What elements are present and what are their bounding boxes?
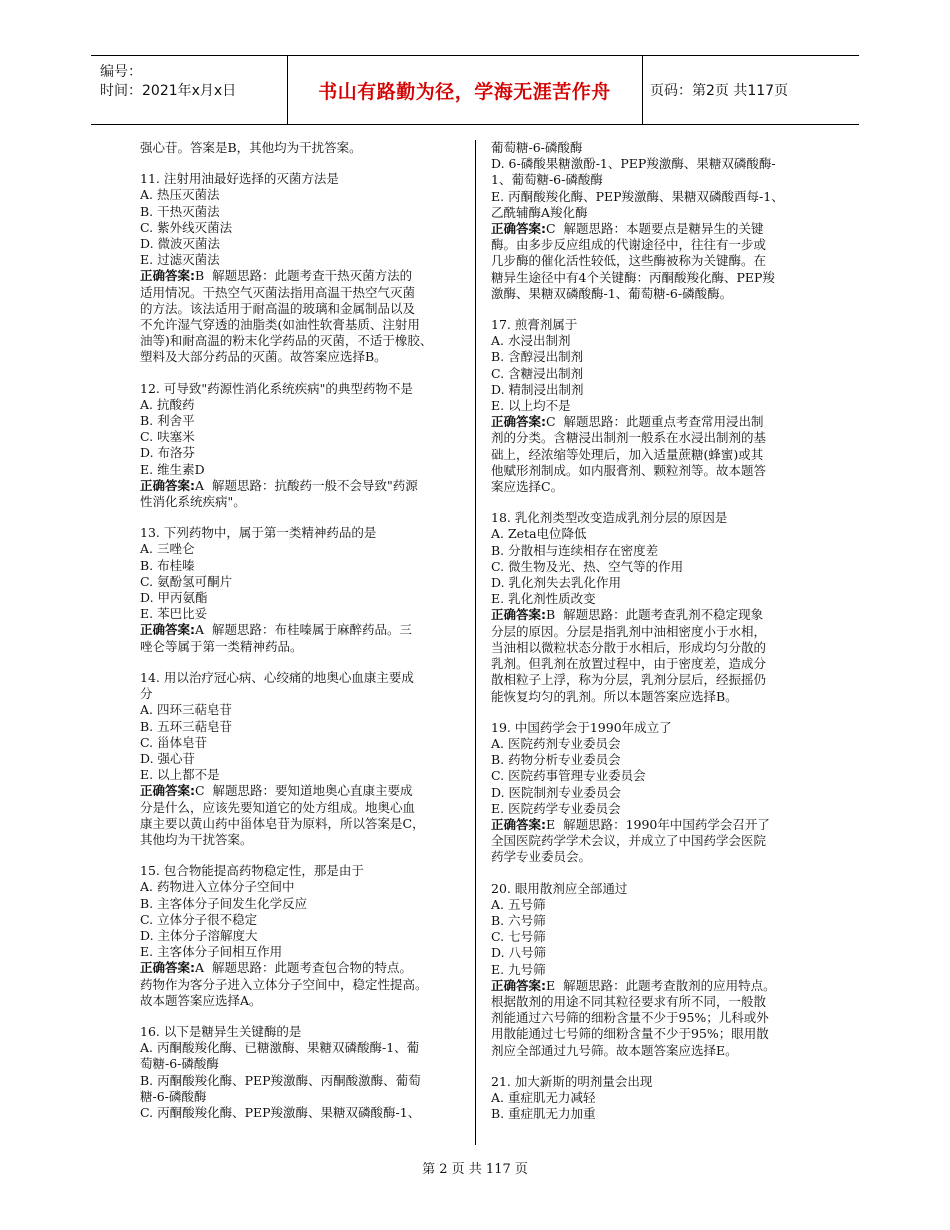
text-line — [140, 140, 465, 156]
header-motto: 书山有路勤为径，学海无涯苦作舟 — [318, 80, 611, 103]
line-text: 康主要以黄山药中甾体皂苷为原料，所以答案是C， — [140, 815, 425, 831]
line-text: A. 五号筛 — [491, 896, 546, 912]
text-line — [140, 993, 465, 1009]
text-line — [491, 172, 817, 188]
text-line — [140, 639, 465, 655]
text-line — [140, 928, 465, 944]
line-text: 萄糖-6-磷酸酶 — [140, 1056, 219, 1072]
line-text: E 解题思路：此题考查散剂的应用特点。 — [546, 977, 776, 993]
line-text: 当油相以微粒状态分散于水相后，形成均匀分散的 — [491, 639, 767, 655]
line-text: D. 医院制剂专业委员会 — [491, 784, 622, 800]
text-line — [140, 702, 465, 718]
line-text: 的方法。该法适用于耐高温的玻璃和金属制品以及 — [140, 300, 416, 316]
line-text: D. 微波灭菌法 — [140, 236, 221, 252]
line-text: 能恢复均匀的乳剂。所以本题答案应选择B。 — [491, 688, 738, 704]
text-line — [140, 751, 465, 767]
line-text: D. 乳化剂失去乳化作用 — [491, 575, 622, 591]
footer-page-number: 第 2 页 共 117 页 — [422, 1162, 528, 1177]
line-text: B. 重症肌无力加重 — [491, 1106, 596, 1122]
line-text: 强心苷。答案是B，其他均为干扰答案。 — [140, 140, 362, 155]
line-text: 药物作为客分子进入立体分子空间中，稳定性提高。 — [140, 976, 428, 992]
line-text: 其他均为干扰答案。 — [140, 831, 253, 847]
text-line — [491, 720, 817, 736]
line-text: A. 丙酮酸羧化酶、已糖激酶、果糖双磷酸酶-1、葡 — [140, 1040, 420, 1056]
text-line — [491, 785, 817, 801]
line-text: 案应选择C。 — [491, 479, 564, 495]
text-line — [140, 863, 465, 879]
text-line — [491, 801, 817, 817]
text-line — [491, 366, 817, 382]
text-line — [491, 205, 817, 221]
line-text: D. 6-磷酸果糖激酚-1、PEP羧激酶、果糖双磷酸酶- — [491, 156, 776, 172]
line-text: 18. 乳化剂类型改变造成乳剂分层的原因是 — [491, 510, 728, 526]
text-line — [491, 978, 817, 994]
text-line — [491, 624, 817, 640]
line-text: 19. 中国药学会于1990年成立了 — [491, 719, 672, 735]
text-line — [491, 881, 817, 897]
line-text: A 解题思路：抗酸药一般不会导致"药源 — [195, 477, 418, 493]
line-text: E. 九号筛 — [491, 961, 546, 977]
line-text: 11. 注射用油最好选择的灭菌方法是 — [140, 171, 339, 187]
header-page-cell — [642, 56, 859, 124]
text-line — [491, 479, 817, 495]
line-text: B. 药物分析专业委员会 — [491, 752, 621, 768]
text-line — [140, 896, 465, 912]
line-text: D. 强心苷 — [140, 750, 196, 766]
line-text: 唑仑等属于第一类精神药品。 — [140, 638, 303, 654]
line-text: 14. 用以治疗冠心病、心绞痛的地奥心血康主要成 — [140, 669, 414, 685]
text-line — [140, 252, 465, 268]
line-text: 几步酶的催化活性较低，这些酶被称为关键酶。在 — [491, 253, 767, 269]
line-text: A. 四环三萜皂苷 — [140, 702, 232, 718]
text-line — [140, 494, 465, 510]
line-text: 21. 加大新斯的明剂量会出现 — [491, 1073, 653, 1089]
text-line — [140, 187, 465, 203]
text-line — [140, 525, 465, 541]
line-text: 分是什么，应该先要知道它的处方组成。地奥心血 — [140, 799, 416, 815]
text-line — [491, 913, 817, 929]
text-line — [491, 286, 817, 302]
text-line — [491, 672, 817, 688]
line-text: 适用情况。干热空气灭菌法指用高温干热空气灭菌 — [140, 284, 416, 300]
line-text: B. 六号筛 — [491, 912, 546, 928]
line-text: D. 精制浸出制剂 — [491, 381, 584, 397]
paragraph-gap — [491, 705, 817, 720]
text-line — [491, 736, 817, 752]
line-text: 剂应全部通过九号筛。故本题答案应选择E。 — [491, 1042, 738, 1058]
text-line — [491, 382, 817, 398]
text-line — [491, 398, 817, 414]
line-text: C. 七号筛 — [491, 929, 546, 945]
answer-label: 正确答案: — [140, 783, 195, 799]
line-text: E. 主客体分子间相互作用 — [140, 944, 283, 960]
text-line — [491, 1026, 817, 1042]
line-text: 全国医院药学学术会议，并成立了中国药学会医院 — [491, 833, 767, 849]
line-text: B. 五环三萜皂苷 — [140, 718, 233, 734]
text-line — [140, 413, 465, 429]
text-line — [491, 189, 817, 205]
line-text: E. 以上均不是 — [491, 398, 571, 414]
text-line — [140, 767, 465, 783]
line-text: B. 利舍平 — [140, 413, 195, 429]
text-line — [140, 622, 465, 638]
answer-label: 正确答案: — [140, 622, 195, 638]
line-text: B. 布桂嗪 — [140, 557, 195, 573]
paragraph-gap — [140, 1009, 465, 1024]
line-text: 糖-6-磷酸酶 — [140, 1088, 207, 1104]
line-text: A. 重症肌无力减轻 — [491, 1089, 596, 1105]
line-text: 剂能通过六号筛的细粉含量不少于95%；儿科或外 — [491, 1010, 769, 1026]
line-text: 他赋形剂制成。如内服膏剂、颗粒剂等。故本题答 — [491, 462, 767, 478]
header-meta — [91, 56, 288, 124]
paragraph-gap — [140, 510, 465, 525]
text-line — [140, 1105, 465, 1121]
text-line — [140, 1040, 465, 1056]
text-line — [140, 268, 465, 284]
text-line — [140, 236, 465, 252]
text-line — [140, 397, 465, 413]
line-text: A 解题思路：此题考查包合物的特点。 — [195, 960, 412, 976]
line-text: 剂的分类。含糖浸出制剂一般系在水浸出制剂的基 — [491, 430, 767, 446]
text-line — [140, 445, 465, 461]
line-text: 用散能通过七号筛的细粉含量不少于95%；眼用散 — [491, 1026, 769, 1042]
text-line — [491, 817, 817, 833]
line-text: B. 丙酮酸羧化酶、PEP羧激酶、丙酮酸激酶、葡萄 — [140, 1072, 421, 1088]
text-line — [140, 879, 465, 895]
paragraph-gap — [140, 655, 465, 670]
line-text: C 解题思路：此题重点考查常用浸出制 — [546, 414, 764, 430]
text-line — [140, 1024, 465, 1040]
document-time-label: 时间：2021年x月x日 — [100, 83, 237, 99]
text-line — [140, 285, 465, 301]
text-line — [491, 1043, 817, 1059]
text-line — [491, 414, 817, 430]
line-text: 药学专业委员会。 — [491, 849, 592, 865]
line-text: 根据散剂的用途不同其粒径要求有所不同，一般散 — [491, 993, 767, 1009]
answer-label: 正确答案: — [491, 977, 546, 993]
text-line — [140, 317, 465, 333]
line-text: C. 含糖浸出制剂 — [491, 365, 584, 381]
line-text: 故本题答案应选择A。 — [140, 992, 262, 1008]
text-line — [140, 171, 465, 187]
text-line — [491, 1090, 817, 1106]
right-column — [491, 140, 817, 1122]
text-line — [140, 977, 465, 993]
line-text: 葡萄糖-6-磷酸酶 — [491, 140, 583, 155]
paragraph-gap — [491, 302, 817, 317]
line-text: 15. 包合物能提高药物稳定性，那是由于 — [140, 863, 364, 879]
page-header — [91, 55, 859, 125]
line-text: A. 三唑仑 — [140, 541, 195, 557]
line-text: 分层的原因。分层是指乳剂中油相密度小于水相， — [491, 623, 767, 639]
line-text: C. 甾体皂苷 — [140, 734, 208, 750]
text-line — [491, 897, 817, 913]
line-text: E 解题思路：1990年中国药学会召开了 — [546, 816, 770, 832]
text-line — [140, 944, 465, 960]
paragraph-gap — [140, 366, 465, 381]
text-line — [140, 462, 465, 478]
header-motto-cell — [287, 56, 643, 124]
text-line — [140, 590, 465, 606]
line-text: E. 维生素D — [140, 461, 205, 477]
text-line — [491, 768, 817, 784]
line-text: 乙酰辅酶A羧化酶 — [491, 204, 588, 220]
line-text: A. 抗酸药 — [140, 396, 195, 412]
paragraph-gap — [491, 1059, 817, 1074]
text-line — [491, 140, 817, 156]
line-text: 13. 下列药物中，属于第一类精神药品的是 — [140, 525, 377, 541]
line-text: E. 丙酮酸羧化酶、PEP羧激酶、果糖双磷酸酉每-1、 — [491, 188, 784, 204]
text-line — [491, 994, 817, 1010]
text-line — [491, 526, 817, 542]
line-text: C. 紫外线灭菌法 — [140, 219, 233, 235]
text-line — [140, 381, 465, 397]
line-text: B 解题思路：此题考查乳剂不稳定现象 — [546, 607, 764, 623]
line-text: 17. 煎膏剂属于 — [491, 317, 578, 333]
line-text: 性消化系统疾病"。 — [140, 494, 246, 510]
answer-label: 正确答案: — [140, 268, 195, 284]
line-text: B. 分散相与连续相存在密度差 — [491, 542, 659, 558]
line-text: E. 医院药学专业委员会 — [491, 800, 621, 816]
text-line — [140, 735, 465, 751]
text-line — [491, 447, 817, 463]
text-line — [491, 833, 817, 849]
text-line — [491, 929, 817, 945]
line-text: 酶。由多步反应组成的代谢途径中，往往有一步或 — [491, 237, 767, 253]
page-footer — [0, 1158, 950, 1177]
text-line — [491, 575, 817, 591]
text-line — [140, 220, 465, 236]
line-text: D. 甲丙氨酯 — [140, 590, 208, 606]
line-text: E. 以上都不是 — [140, 767, 220, 783]
line-text: B. 含醇浸出制剂 — [491, 349, 584, 365]
text-line — [491, 849, 817, 865]
line-text: C 解题思路：要知道地奥心直康主要成 — [195, 783, 413, 799]
text-line — [140, 204, 465, 220]
line-text: 糖异生途径中有4个关键酶：丙酮酸羧化酶、PEP羧 — [491, 269, 775, 285]
line-text: 16. 以下是糖异生关键酶的是 — [140, 1023, 302, 1039]
line-text: A. 医院药剂专业委员会 — [491, 735, 621, 751]
text-line — [491, 543, 817, 559]
line-text: C. 呋塞米 — [140, 429, 195, 445]
text-line — [140, 301, 465, 317]
line-text: C. 丙酮酸羧化酶、PEP羧激酶、果糖双磷酸酶-1、 — [140, 1104, 421, 1120]
text-line — [491, 349, 817, 365]
paragraph-gap — [140, 156, 465, 171]
line-text: A 解题思路：布桂嗪属于麻醉药品。三 — [195, 622, 412, 638]
line-text: C 解题思路：本题要点是糖异生的关键 — [546, 221, 764, 237]
text-line — [491, 1010, 817, 1026]
text-line — [491, 656, 817, 672]
text-line — [491, 510, 817, 526]
text-line — [491, 1106, 817, 1122]
line-text: 激酶、果糖双磷酸酶-1、葡萄糖-6-磷酸酶。 — [491, 285, 733, 301]
line-text: E. 过滤灭菌法 — [140, 252, 220, 268]
line-text: 散相粒子上浮，称为分层，乳剂分层后，经振摇仍 — [491, 672, 767, 688]
text-line — [140, 670, 465, 686]
line-text: B. 干热灭菌法 — [140, 203, 220, 219]
text-line — [140, 912, 465, 928]
text-line — [491, 752, 817, 768]
text-line — [140, 1056, 465, 1072]
text-line — [491, 253, 817, 269]
paragraph-gap — [491, 866, 817, 881]
line-text: E. 乳化剂性质改变 — [491, 591, 596, 607]
line-text: A. 药物进入立体分子空间中 — [140, 879, 295, 895]
text-line — [140, 816, 465, 832]
answer-label: 正确答案: — [140, 477, 195, 493]
text-line — [140, 558, 465, 574]
line-text: C. 微生物及光、热、空气等的作用 — [491, 558, 684, 574]
line-text: 不允许湿气穿透的油脂类(如油性软膏基质、注射用 — [140, 317, 420, 333]
document-number-label: 编号： — [100, 64, 142, 80]
text-line — [140, 1089, 465, 1105]
text-line — [140, 574, 465, 590]
left-column — [140, 140, 465, 1121]
header-page-info: 页码：第2页 共117页 — [650, 83, 789, 99]
text-line — [491, 156, 817, 172]
text-line — [491, 689, 817, 705]
text-line — [140, 719, 465, 735]
answer-label: 正确答案: — [491, 221, 546, 237]
answer-label: 正确答案: — [491, 414, 546, 430]
line-text: A. Zeta电位降低 — [491, 526, 587, 542]
text-line — [491, 559, 817, 575]
answer-label: 正确答案: — [491, 816, 546, 832]
line-text: C. 氨酚氢可酮片 — [140, 573, 233, 589]
line-text: 1、葡萄糖-6-磷酸酶 — [491, 172, 603, 188]
line-text: 乳剂。但乳剂在放置过程中，由于密度差，造成分 — [491, 656, 767, 672]
line-text: D. 布洛芬 — [140, 445, 196, 461]
column-divider — [475, 140, 476, 1145]
line-text: A. 热压灭菌法 — [140, 187, 220, 203]
answer-label: 正确答案: — [491, 607, 546, 623]
text-line — [491, 430, 817, 446]
line-text: D. 八号筛 — [491, 945, 547, 961]
line-text: B. 主客体分子间发生化学反应 — [140, 895, 308, 911]
answer-label: 正确答案: — [140, 960, 195, 976]
line-text: C. 医院药事管理专业委员会 — [491, 768, 646, 784]
line-text: 础上，经浓缩等处理后，加入适量蔗糖(蜂蜜)或其 — [491, 446, 764, 462]
text-line — [140, 349, 465, 365]
line-text: A. 水浸出制剂 — [491, 333, 571, 349]
text-line — [140, 1073, 465, 1089]
paragraph-gap — [140, 848, 465, 863]
text-line — [140, 800, 465, 816]
text-line — [491, 237, 817, 253]
line-text: 分 — [140, 686, 153, 702]
text-line — [491, 270, 817, 286]
text-line — [140, 783, 465, 799]
line-text: 塑料及大部分药品的灭菌。故答案应选择B。 — [140, 349, 387, 365]
line-text: 12. 可导致"药源性消化系统疾病"的典型药物不是 — [140, 380, 413, 396]
line-text: D. 主体分子溶解度大 — [140, 927, 258, 943]
line-text: 油等)和耐高温的粉末化学药品的灭菌，不适于橡胶、 — [140, 333, 433, 349]
line-text: C. 立体分子很不稳定 — [140, 911, 258, 927]
text-line — [140, 541, 465, 557]
text-line — [491, 962, 817, 978]
text-line — [491, 1074, 817, 1090]
text-line — [140, 429, 465, 445]
text-line — [140, 606, 465, 622]
text-line — [491, 640, 817, 656]
line-text: E. 苯巴比妥 — [140, 606, 208, 622]
text-line — [140, 960, 465, 976]
text-line — [491, 607, 817, 623]
text-line — [491, 221, 817, 237]
text-line — [140, 686, 465, 702]
text-line — [140, 832, 465, 848]
text-line — [140, 333, 465, 349]
line-text: 20. 眼用散剂应全部通过 — [491, 880, 628, 896]
text-line — [491, 945, 817, 961]
paragraph-gap — [491, 495, 817, 510]
text-line — [491, 591, 817, 607]
text-line — [491, 333, 817, 349]
text-line — [491, 463, 817, 479]
text-line — [491, 317, 817, 333]
text-line — [140, 478, 465, 494]
line-text: B 解题思路：此题考查干热灭菌方法的 — [195, 268, 413, 284]
